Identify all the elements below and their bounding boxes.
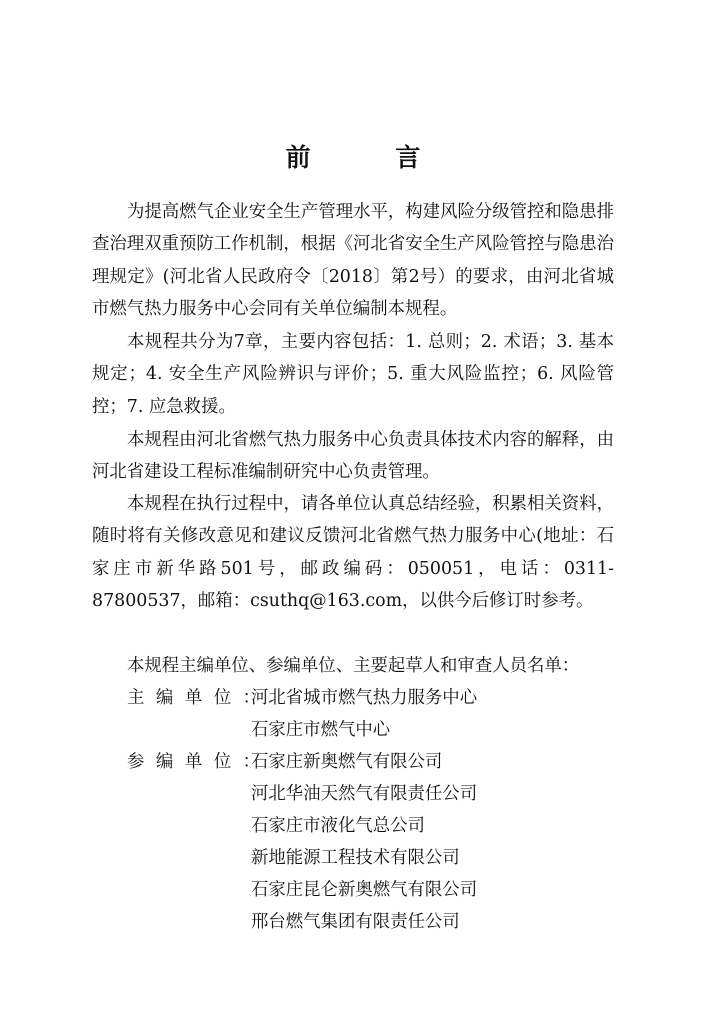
participating-unit-name: 石家庄昆仑新奥燃气有限公司 (251, 880, 478, 900)
participating-unit-row (251, 778, 477, 810)
participating-unit-label: 参 编 单 位 ： (127, 752, 264, 772)
participating-unit-name: 新地能源工程技术有限公司 (251, 848, 460, 868)
paragraph-contents: 本规程共分为7章，主要内容包括：1. 总则；2. 术语；3. 基本规定；4. 安全生产风险辨识与评价；5. 重大风险监控；6. 风险管控；7. 应急救援。 (92, 332, 614, 417)
participating-unit-row (251, 810, 425, 842)
participating-unit-name: 石家庄市液化气总公司 (251, 816, 425, 836)
chief-unit-label: 主 编 单 位 ： (127, 688, 264, 708)
chief-unit-row (127, 682, 477, 714)
participating-unit-row (251, 842, 460, 874)
participating-unit-row (251, 874, 477, 906)
chief-unit-name: 河北省城市燃气热力服务中心 (251, 688, 478, 708)
participating-unit-name: 石家庄新奥燃气有限公司 (251, 752, 443, 772)
paragraph-purpose: 为提高燃气企业安全生产管理水平，构建风险分级管控和隐患排查治理双重预防工作机制，根据《河北省安全生产风险管控与隐患治理规定》(河北省人民政府令〔2018〕第2号）的要求，由河北省城市燃气热力服务中心会同有关单位编制本规程。 (92, 202, 614, 319)
page-title: 前 言 (285, 143, 459, 172)
participating-unit-row (251, 906, 460, 938)
participating-unit-name: 河北华油天然气有限责任公司 (251, 784, 478, 804)
participating-unit-name: 邢台燃气集团有限责任公司 (251, 912, 460, 932)
chief-unit-row (251, 714, 390, 746)
paragraph-interpretation: 本规程由河北省燃气热力服务中心负责具体技术内容的解释，由河北省建设工程标准编制研究中心负责管理。 (92, 430, 614, 483)
paragraph-feedback: 本规程在执行过程中，请各单位认真总结经验，积累相关资料，随时将有关修改意见和建议反馈河北省燃气热力服务中心(地址：石家庄市新华路501号，邮政编码：050051，电话：0311-87800537，邮箱：csuthq@163.com，以供今后修订时参考。 (92, 494, 614, 611)
paragraph-units-intro: 本规程主编单位、参编单位、主要起草人和审查人员名单： (127, 656, 580, 676)
chief-unit-name: 石家庄市燃气中心 (251, 720, 391, 740)
participating-unit-row (127, 746, 442, 778)
